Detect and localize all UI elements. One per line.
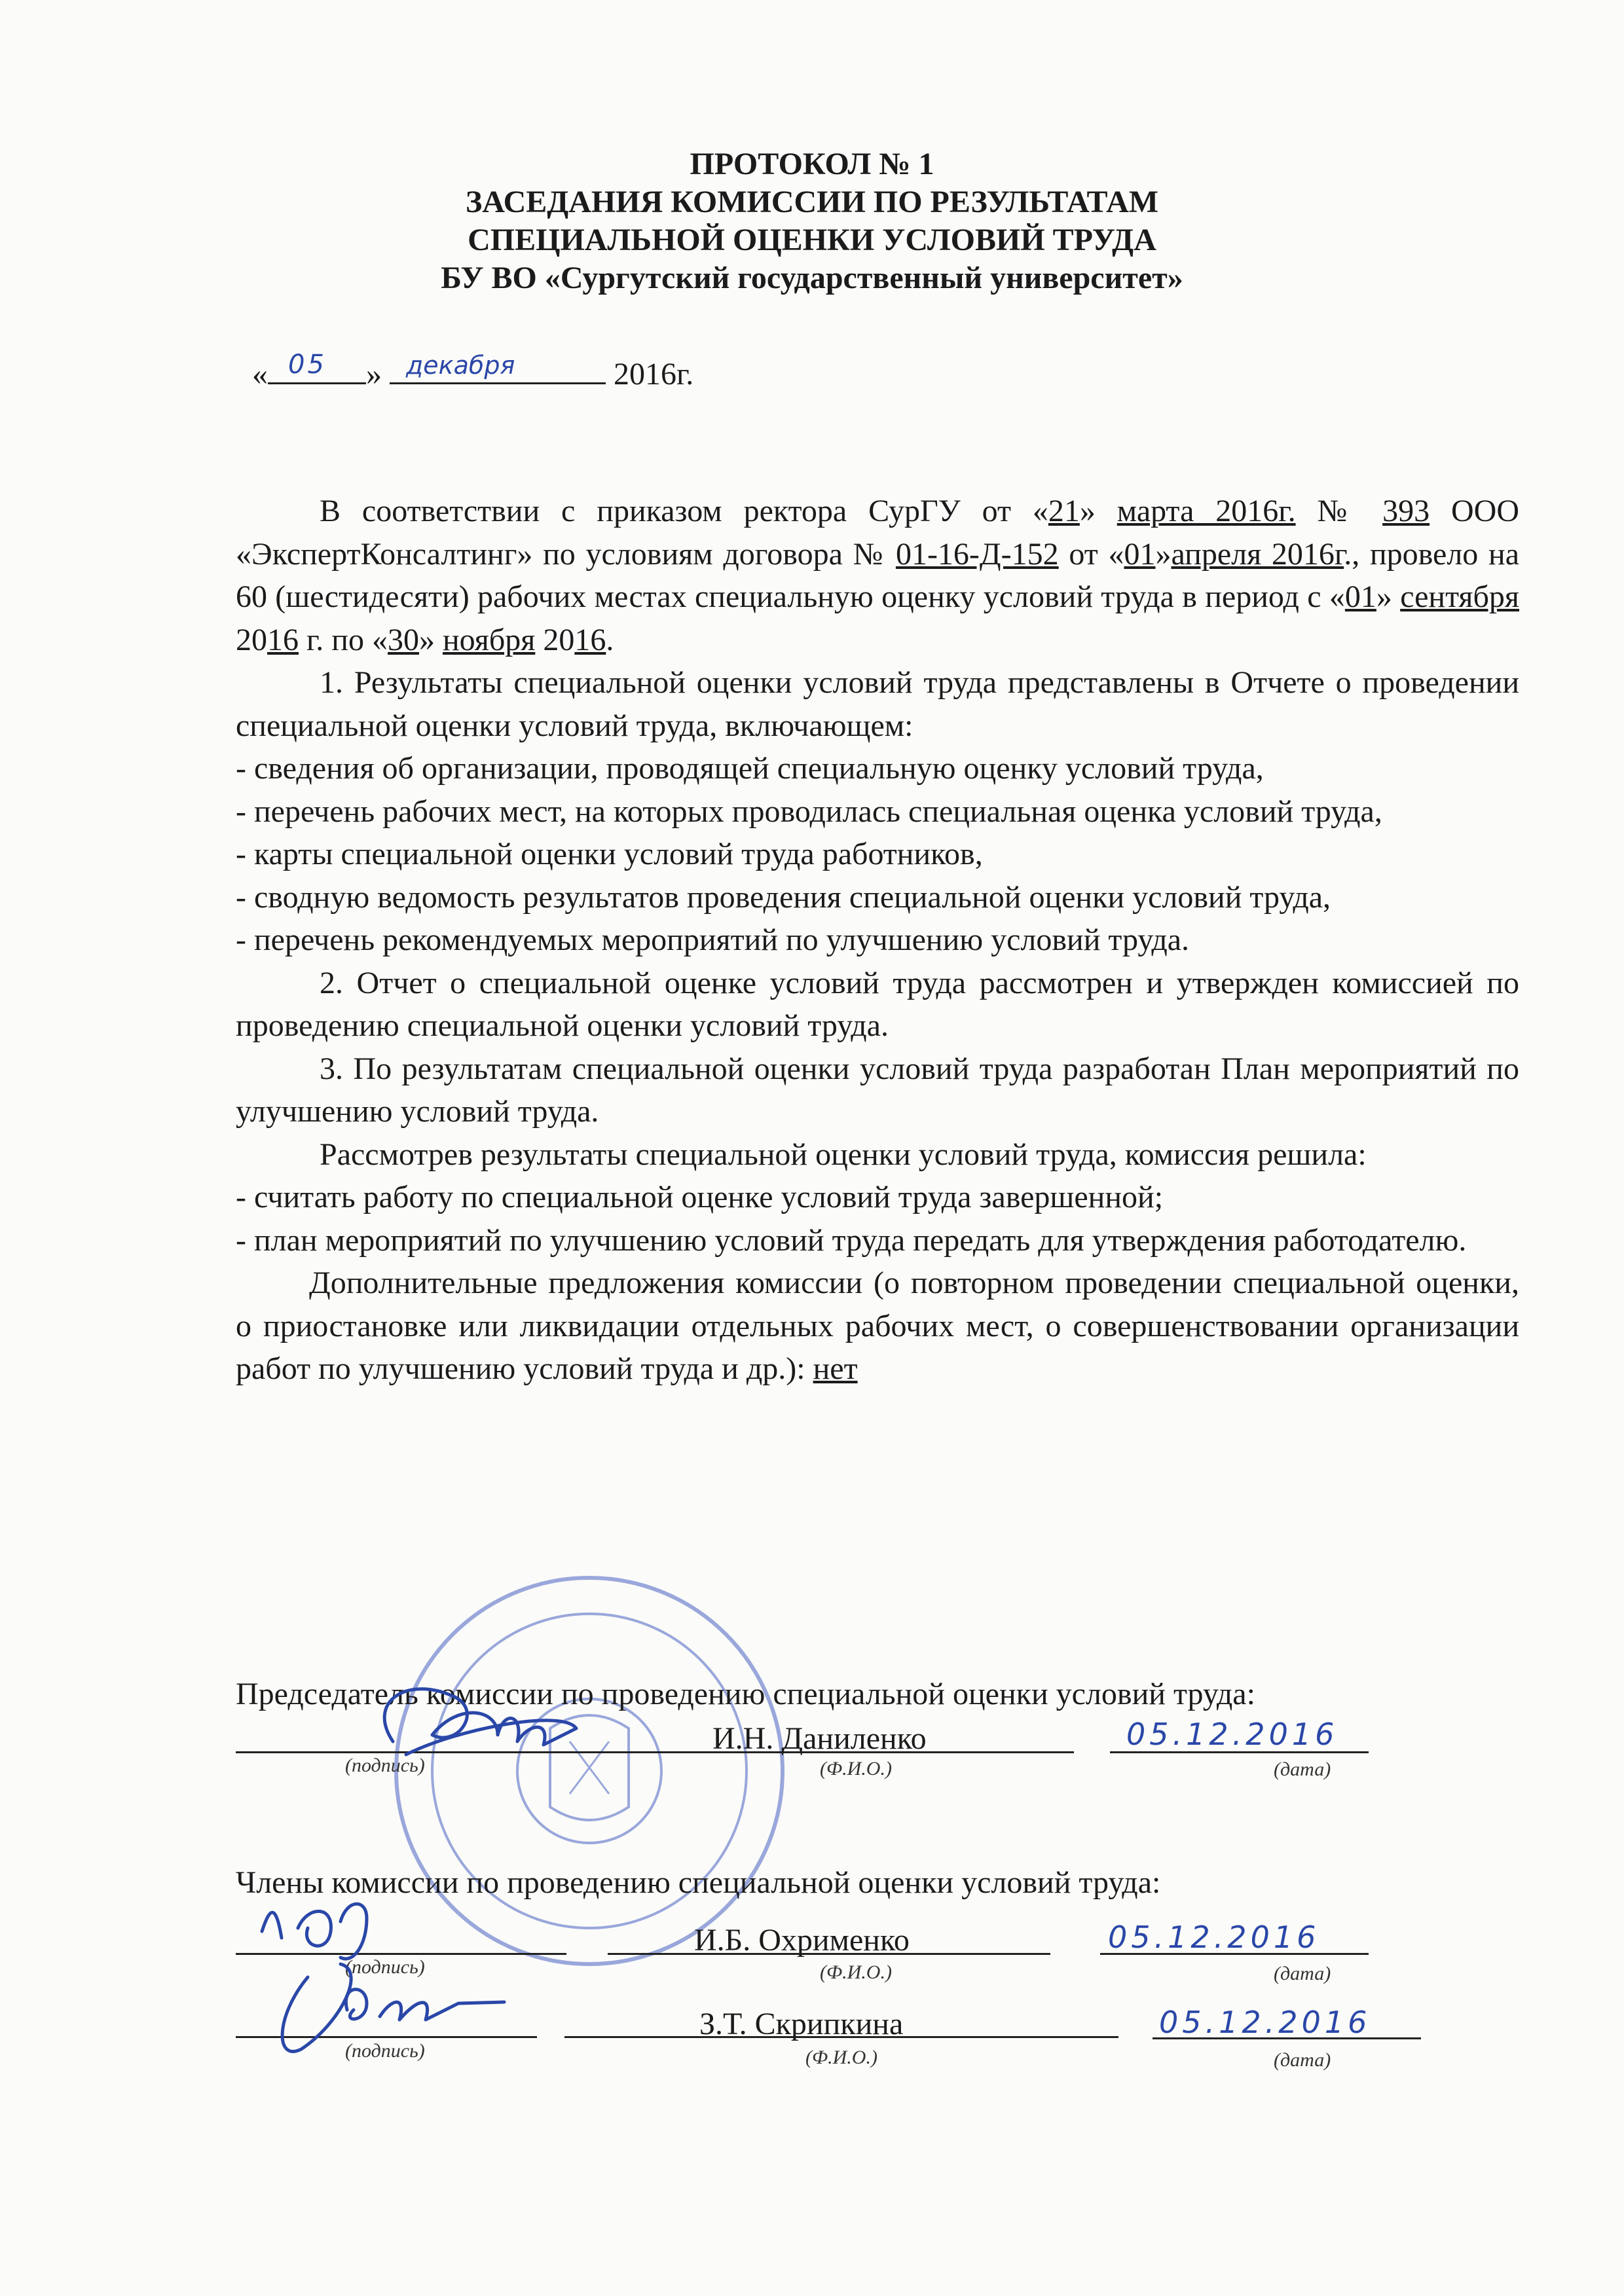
date-year: 2016г.	[614, 357, 694, 392]
chair-date: 05.12.2016	[1126, 1717, 1338, 1752]
title-line-1: ПРОТОКОЛ № 1	[690, 147, 934, 181]
member-1-name: И.Б. Охрименко	[694, 1923, 910, 1958]
members-heading: Члены комиссии по проведению специальной оценки условий труда:	[236, 1865, 1161, 1900]
chair-date-caption: (дата)	[1274, 1758, 1331, 1780]
intro-paragraph: В соответствии с приказом ректора СурГУ от «21» марта 2016г. № 393 ООО «ЭкспертКонсалтинг» по условиям договора № 01-16-Д-152 от «01»апреля 2016г., провело на 60 (шестидесяти) рабочих местах специальную оценку условий труда в период с «01» сентября 2016 г. по «30» ноября 2016.	[236, 494, 1520, 657]
decision-item: - план мероприятий по улучшению условий труда передать для утверждения работодателю.	[236, 1222, 1467, 1258]
member-2-name: З.Т. Скрипкина	[699, 2007, 904, 2041]
member-1-date: 05.12.2016	[1108, 1920, 1320, 1955]
member-1-date-caption: (дата)	[1274, 1963, 1331, 1984]
decision-item: - считать работу по специальной оценке условий труда завершенной;	[236, 1180, 1164, 1214]
member-1-name-caption: (Ф.И.О.)	[820, 1961, 892, 1983]
chair-signature-mark	[384, 1689, 576, 1755]
item-2: 2. Отчет о специальной оценке условий труда рассмотрен и утвержден комиссией по проведению специальной оценки условий труда.	[236, 965, 1519, 1043]
date-day-handwritten: 05	[288, 350, 327, 380]
list-item: - сводную ведомость результатов проведения специальной оценки условий труда,	[236, 879, 1331, 915]
date-quote-close: »	[366, 357, 382, 392]
member-1-signature-mark	[262, 1904, 367, 2051]
list-item: - карты специальной оценки условий труда работников,	[236, 837, 983, 871]
member-1-signature-caption: (подпись)	[345, 1956, 425, 1978]
member-2-signature-mark	[346, 1990, 504, 2020]
date-month-handwritten: декабря	[406, 351, 515, 380]
member-2-signature-caption: (подпись)	[345, 2040, 425, 2062]
member-2-date: 05.12.2016	[1159, 2005, 1371, 2040]
member-2-name-caption: (Ф.И.О.)	[805, 2047, 877, 2068]
list-item: - перечень рекомендуемых мероприятий по улучшению условий труда.	[236, 922, 1190, 957]
date-quote-open: «	[252, 357, 268, 392]
decision-intro: Рассмотрев результаты специальной оценки условий труда, комиссия решила:	[320, 1137, 1367, 1172]
chair-signature-caption: (подпись)	[345, 1755, 425, 1776]
list-item: - сведения об организации, проводящей специальную оценку условий труда,	[236, 751, 1264, 786]
chair-name-caption: (Ф.И.О.)	[820, 1758, 892, 1779]
item-3: 3. По результатам специальной оценки условий труда разработан План мероприятий по улучшению условий труда.	[236, 1051, 1519, 1129]
list-item: - перечень рабочих мест, на которых проводилась специальная оценка условий труда,	[236, 793, 1382, 829]
chair-name: И.Н. Даниленко	[712, 1721, 927, 1756]
chair-heading: Председатель комиссии по проведению специальной оценки условий труда:	[236, 1677, 1255, 1711]
member-2-date-caption: (дата)	[1274, 2049, 1331, 2071]
item-1: 1. Результаты специальной оценки условий труда представлены в Отчете о проведении специальной оценки условий труда, включающем:	[236, 665, 1519, 743]
title-line-4: БУ ВО «Сургутский государственный университет»	[441, 261, 1183, 295]
extra-proposals-value: нет	[813, 1351, 858, 1386]
title-line-3: СПЕЦИАЛЬНОЙ ОЦЕНКИ УСЛОВИЙ ТРУДА	[468, 223, 1156, 257]
title-line-2: ЗАСЕДАНИЯ КОМИССИИ ПО РЕЗУЛЬТАТАМ	[465, 185, 1159, 219]
extra-proposals: Дополнительные предложения комиссии (о повторном проведении специальной оценки, о приостановке или ликвидации отдельных рабочих мест, о совершенствовании организации работ по улучшению условий труда и др.): нет	[236, 1266, 1519, 1386]
